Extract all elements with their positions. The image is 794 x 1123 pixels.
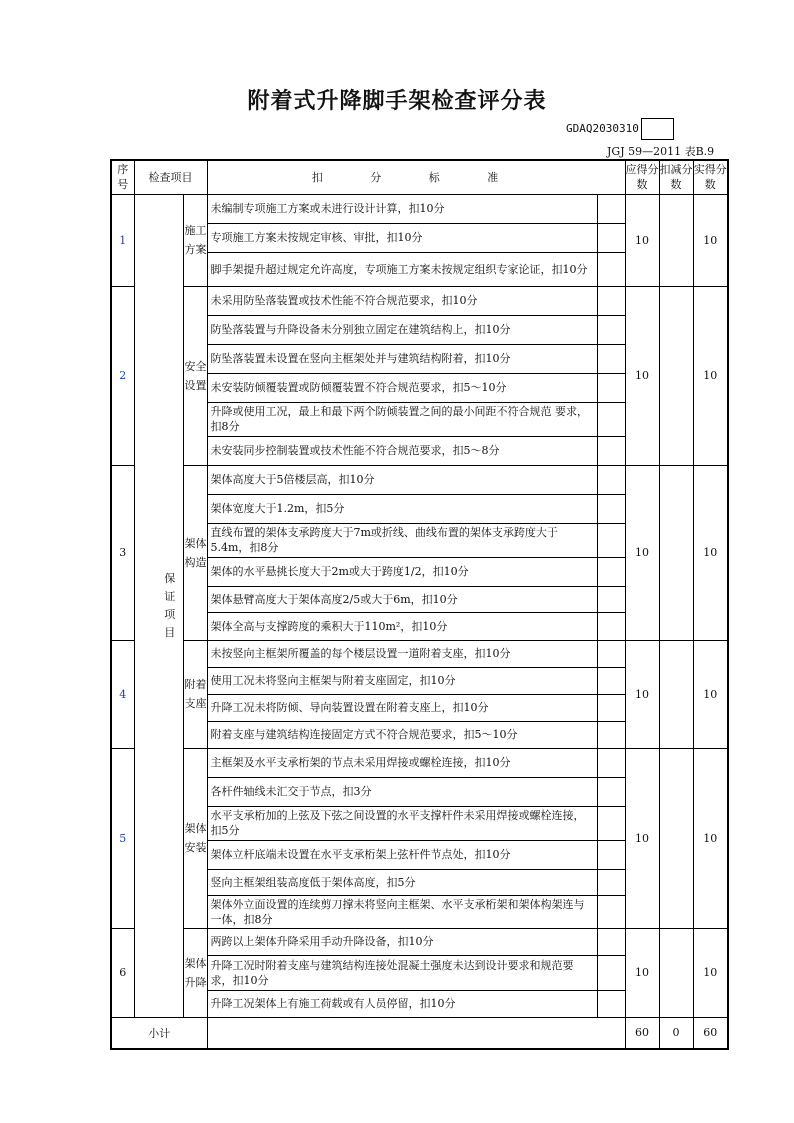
category-cell (183, 640, 207, 748)
criterion-text: 附着支座与建筑结构连接固定方式不符合规范要求，扣5～10分 (207, 721, 597, 748)
actual-score: 10 (693, 640, 728, 748)
subtotal-actual: 60 (693, 1017, 728, 1049)
deducted-score[interactable] (659, 640, 693, 748)
category-label: 架体安装 (184, 822, 207, 854)
row-seq: 1 (111, 194, 134, 286)
table-row (111, 928, 728, 955)
criterion-text: 专项施工方案未按规定审核、审批，扣10分 (207, 223, 597, 252)
deduction-input-cell[interactable] (597, 721, 625, 748)
subtotal-deduct: 0 (659, 1017, 693, 1049)
criterion-text: 升降工况时附着支座与建筑结构连接处混凝土强度未达到设计要求和规范要求，扣10分 (207, 955, 597, 990)
category-label: 安全设置 (184, 359, 207, 392)
table-row (111, 465, 728, 494)
deduction-input-cell[interactable] (597, 806, 625, 840)
header-deduct: 扣减分数 (659, 160, 693, 194)
category-cell (183, 928, 207, 1017)
group-spacer (134, 194, 157, 1017)
table-row (111, 640, 728, 667)
category-cell (183, 286, 207, 465)
criterion-text: 脚手架提升超过规定允许高度，专项施工方案未按规定组织专家论证，扣10分 (207, 252, 597, 286)
category-cell (183, 194, 207, 286)
criterion-text: 未按竖向主框架所覆盖的每个楼层设置一道附着支座，扣10分 (207, 640, 597, 667)
criterion-text: 升降或使用工况，最上和最下两个防倾装置之间的最小间距不符合规范 要求，扣8分 (207, 402, 597, 436)
criterion-text: 架体宽度大于1.2m，扣5分 (207, 494, 597, 523)
criterion-text: 升降工况未将防倾、导向装置设置在附着支座上，扣10分 (207, 694, 597, 721)
deduction-input-cell[interactable] (597, 194, 625, 223)
deduction-input-cell[interactable] (597, 990, 625, 1017)
deduction-input-cell[interactable] (597, 494, 625, 523)
criterion-text: 水平支承桁加的上弦及下弦之间设置的水平支撑杆件未采用焊接或螺栓连接，扣5分 (207, 806, 597, 840)
criterion-text: 架体全高与支撑跨度的乘积大于110m²，扣10分 (207, 612, 597, 640)
header-item: 检查项目 (134, 160, 207, 194)
deduction-input-cell[interactable] (597, 840, 625, 869)
group-label-cell (157, 194, 183, 1017)
deduction-input-cell[interactable] (597, 748, 625, 777)
deducted-score[interactable] (659, 194, 693, 286)
subtotal-due: 60 (625, 1017, 659, 1049)
deducted-score[interactable] (659, 286, 693, 465)
deduction-input-cell[interactable] (597, 286, 625, 315)
deduction-input-cell[interactable] (597, 373, 625, 402)
criterion-text: 架体悬臂高度大于架体高度2/5或大于6m，扣10分 (207, 586, 597, 612)
deduction-input-cell[interactable] (597, 344, 625, 373)
header-row (111, 160, 728, 194)
due-score: 10 (625, 928, 659, 1017)
category-cell (183, 748, 207, 928)
header-seq: 序号 (111, 160, 134, 194)
deduction-input-cell[interactable] (597, 252, 625, 286)
criterion-text: 使用工况未将竖向主框架与附着支座固定，扣10分 (207, 667, 597, 694)
header-actual: 实得分数 (693, 160, 728, 194)
category-label: 附着支座 (184, 678, 207, 710)
deduction-input-cell[interactable] (597, 612, 625, 640)
deduction-input-cell[interactable] (597, 640, 625, 667)
criterion-text: 主框架及水平支承桁架的节点未采用焊接或螺栓连接，扣10分 (207, 748, 597, 777)
deduction-input-cell[interactable] (597, 928, 625, 955)
criterion-text: 防坠落装置与升降设备未分别独立固定在建筑结构上，扣10分 (207, 315, 597, 344)
deduction-input-cell[interactable] (597, 465, 625, 494)
deduction-input-cell[interactable] (597, 869, 625, 895)
criterion-text: 架体立杆底端未设置在水平支承桁架上弦杆件节点处，扣10分 (207, 840, 597, 869)
criterion-text: 两跨以上架体升降采用手动升降设备，扣10分 (207, 928, 597, 955)
criterion-text: 直线布置的架体支承跨度大于7m或折线、曲线布置的架体支承跨度大于5.4m，扣8分 (207, 523, 597, 557)
standard-reference: JGJ 59—2011 表B.9 (607, 145, 715, 158)
header-criteria-label: 扣 分 标 准 (311, 170, 521, 184)
deduction-input-cell[interactable] (597, 315, 625, 344)
due-score: 10 (625, 748, 659, 928)
deduction-input-cell[interactable] (597, 777, 625, 806)
category-cell (183, 465, 207, 640)
actual-score: 10 (693, 286, 728, 465)
row-seq: 6 (111, 928, 134, 1017)
due-score: 10 (625, 640, 659, 748)
criterion-text: 未编制专项施工方案或未进行设计计算，扣10分 (207, 194, 597, 223)
actual-score: 10 (693, 928, 728, 1017)
deducted-score[interactable] (659, 465, 693, 640)
due-score: 10 (625, 286, 659, 465)
criterion-text: 架体外立面设置的连续剪刀撑未将竖向主框架、水平支承桁架和架体构架连与一体，扣8分 (207, 895, 597, 928)
deduction-input-cell[interactable] (597, 223, 625, 252)
category-label: 架体构造 (184, 536, 207, 569)
table-row (111, 748, 728, 777)
row-seq: 2 (111, 286, 134, 465)
deduction-input-cell[interactable] (597, 523, 625, 557)
criterion-text: 各杆件轴线未汇交于节点，扣3分 (207, 777, 597, 806)
deduction-input-cell[interactable] (597, 895, 625, 928)
criterion-text: 竖向主框架组装高度低于架体高度，扣5分 (207, 869, 597, 895)
due-score: 10 (625, 194, 659, 286)
form-code: GDAQ2030310 (566, 122, 639, 135)
table-row (111, 194, 728, 223)
deduction-input-cell[interactable] (597, 402, 625, 436)
criterion-text: 架体高度大于5倍楼层高，扣10分 (207, 465, 597, 494)
deduction-input-cell[interactable] (597, 667, 625, 694)
inspection-score-table (110, 159, 729, 1050)
deduction-input-cell[interactable] (597, 955, 625, 990)
header-criteria (207, 160, 625, 194)
criterion-text: 未采用防坠落装置或技术性能不符合规范要求，扣10分 (207, 286, 597, 315)
due-score: 10 (625, 465, 659, 640)
actual-score: 10 (693, 748, 728, 928)
deducted-score[interactable] (659, 928, 693, 1017)
criterion-text: 未安装防倾覆装置或防倾覆装置不符合规范要求，扣5～10分 (207, 373, 597, 402)
header-due: 应得分数 (625, 160, 659, 194)
deduction-input-cell[interactable] (597, 436, 625, 465)
subtotal-blank (207, 1017, 625, 1049)
subtotal-row (111, 1017, 728, 1049)
actual-score: 10 (693, 465, 728, 640)
category-label: 施工方案 (184, 224, 207, 256)
row-seq: 4 (111, 640, 134, 748)
deduction-input-cell[interactable] (597, 557, 625, 586)
group-label: 保证项目 (164, 571, 176, 639)
category-label: 架体升降 (184, 956, 207, 989)
criterion-text: 防坠落装置未设置在竖向主框架处并与建筑结构附着，扣10分 (207, 344, 597, 373)
deduction-input-cell[interactable] (597, 694, 625, 721)
form-code-suffix-box[interactable] (641, 118, 674, 140)
page-title: 附着式升降脚手架检查评分表 (247, 89, 547, 114)
criterion-text: 未安装同步控制装置或技术性能不符合规范要求，扣5～8分 (207, 436, 597, 465)
subtotal-label: 小计 (111, 1017, 207, 1049)
row-seq: 5 (111, 748, 134, 928)
criterion-text: 升降工况架体上有施工荷载或有人员停留，扣10分 (207, 990, 597, 1017)
deduction-input-cell[interactable] (597, 586, 625, 612)
criterion-text: 架体的水平悬挑长度大于2m或大于跨度1/2，扣10分 (207, 557, 597, 586)
row-seq: 3 (111, 465, 134, 640)
deducted-score[interactable] (659, 748, 693, 928)
table-row (111, 286, 728, 315)
actual-score: 10 (693, 194, 728, 286)
